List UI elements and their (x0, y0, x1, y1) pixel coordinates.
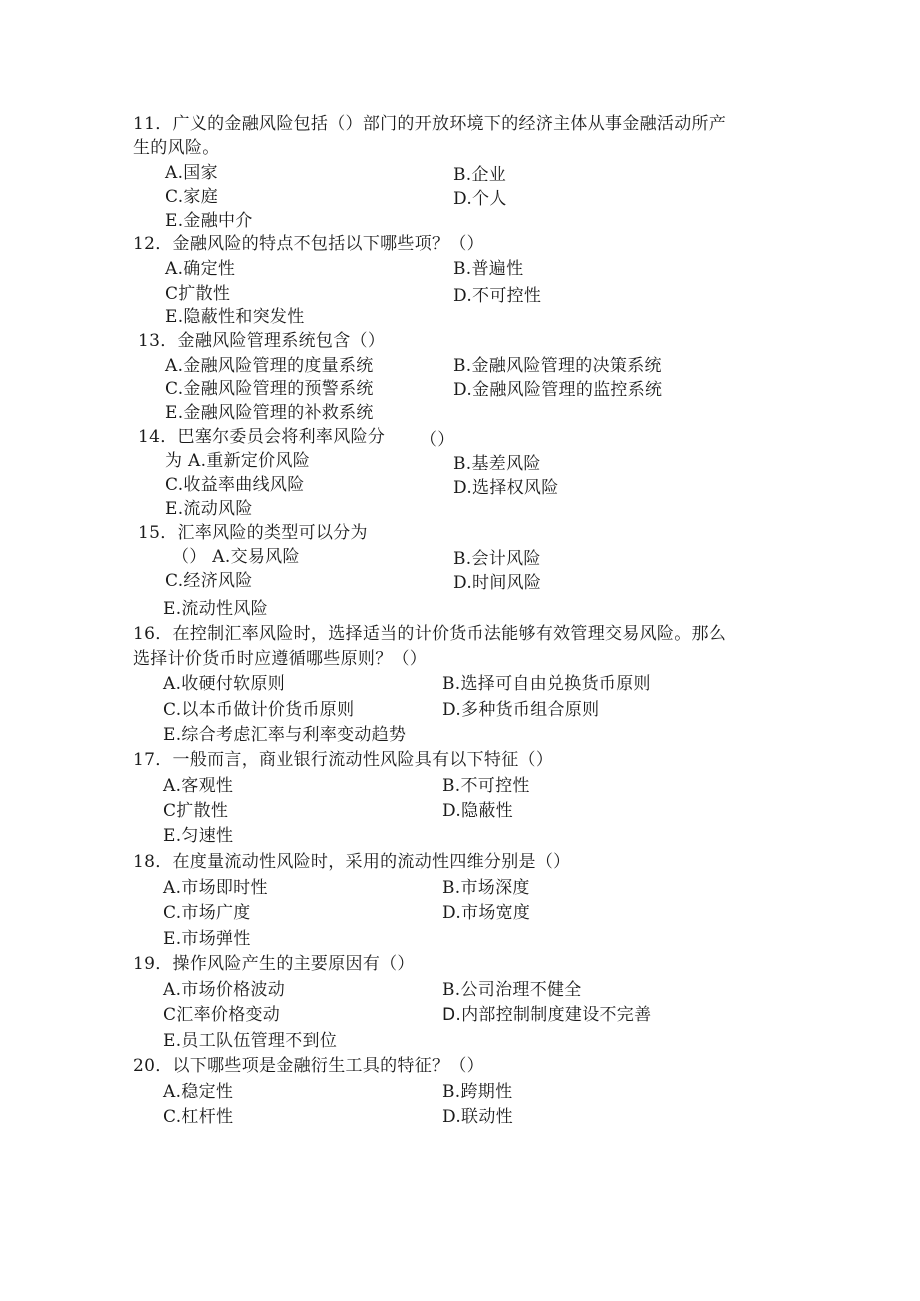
question-stem: 18．在度量流动性风险时，采用的流动性四维分别是（） (133, 852, 571, 872)
option-c: C.收益率曲线风险 (165, 475, 305, 495)
option-d: D.金融风险管理的监控系统 (453, 380, 663, 400)
option-c: C.以本币做计价货币原则 (163, 700, 355, 720)
option-a: A.稳定性 (163, 1082, 234, 1102)
option-c: C扩散性 (165, 284, 231, 304)
option-e: E.流动风险 (165, 499, 253, 519)
option-a: A.确定性 (165, 259, 236, 279)
option-b: B.跨期性 (442, 1082, 513, 1102)
option-e: E.金融风险管理的补救系统 (165, 403, 374, 423)
option-e: E.市场弹性 (163, 929, 251, 949)
question-stem: 14．巴塞尔委员会将利率风险分 (138, 427, 386, 447)
question-stem: 生的风险。 (133, 138, 220, 158)
option-d: D.不可控性 (453, 286, 542, 306)
option-c: C.杠杆性 (163, 1107, 234, 1127)
option-d: D.时间风险 (453, 573, 542, 593)
option-d: D.个人 (453, 189, 507, 209)
answer-blank: （） (420, 430, 455, 450)
option-c: C.经济风险 (165, 571, 253, 591)
question-stem: 选择计价货币时应遵循哪些原则？（） (133, 649, 428, 669)
option-d: D.联动性 (442, 1107, 513, 1127)
option-a: A.市场价格波动 (163, 980, 286, 1000)
option-d: D.多种货币组合原则 (442, 700, 600, 720)
option-b: B.选择可自由兑换货币原则 (442, 674, 651, 694)
option-b: B.会计风险 (453, 549, 541, 569)
option-a: A.市场即时性 (163, 878, 268, 898)
question-stem: 16．在控制汇率风险时，选择适当的计价货币法能够有效管理交易风险。那么 (133, 624, 727, 644)
option-e: E.综合考虑汇率与利率变动趋势 (163, 725, 407, 745)
option-c: C汇率价格变动 (163, 1005, 281, 1025)
option-e: E.金融中介 (165, 211, 253, 231)
option-a: A.金融风险管理的度量系统 (165, 356, 374, 376)
option-d: D.市场宽度 (442, 903, 531, 923)
option-b: B.金融风险管理的决策系统 (453, 356, 662, 376)
option-a: （） A.交易风险 (172, 547, 300, 567)
option-a: A.客观性 (163, 776, 234, 796)
option-c: C扩散性 (163, 801, 229, 821)
option-b: B.不可控性 (442, 776, 530, 796)
option-d: D.内部控制制度建设不完善 (442, 1005, 652, 1025)
option-a: A.收硬付软原则 (163, 674, 286, 694)
option-a: 为 A.重新定价风险 (165, 451, 311, 471)
option-b: B.基差风险 (453, 454, 541, 474)
option-d: D.选择权风险 (453, 478, 559, 498)
option-e: E.匀速性 (163, 826, 234, 846)
option-e: E.流动性风险 (163, 599, 268, 619)
option-d: D.隐蔽性 (442, 801, 513, 821)
question-stem: 19．操作风险产生的主要原因有（） (133, 954, 415, 974)
question-stem: 12．金融风险的特点不包括以下哪些项？（） (133, 234, 484, 254)
option-b: B.普遍性 (453, 259, 524, 279)
question-stem: 20．以下哪些项是金融衍生工具的特征？（） (133, 1056, 484, 1076)
option-c: C.家庭 (165, 187, 219, 207)
option-c: C.市场广度 (163, 903, 251, 923)
option-b: B.市场深度 (442, 878, 530, 898)
option-c: C.金融风险管理的预警系统 (165, 379, 374, 399)
question-stem: 15．汇率风险的类型可以分为 (138, 523, 368, 543)
option-e: E.员工队伍管理不到位 (163, 1031, 338, 1051)
question-stem: 11．广义的金融风险包括（）部门的开放环境下的经济主体从事金融活动所产 (133, 114, 727, 134)
question-stem: 17．一般而言，商业银行流动性风险具有以下特征（） (133, 750, 554, 770)
option-b: B.公司治理不健全 (442, 980, 582, 1000)
option-a: A.国家 (165, 163, 218, 183)
question-stem: 13．金融风险管理系统包含（） (138, 331, 386, 351)
option-e: E.隐蔽性和突发性 (165, 307, 305, 327)
option-b: B.企业 (453, 165, 507, 185)
